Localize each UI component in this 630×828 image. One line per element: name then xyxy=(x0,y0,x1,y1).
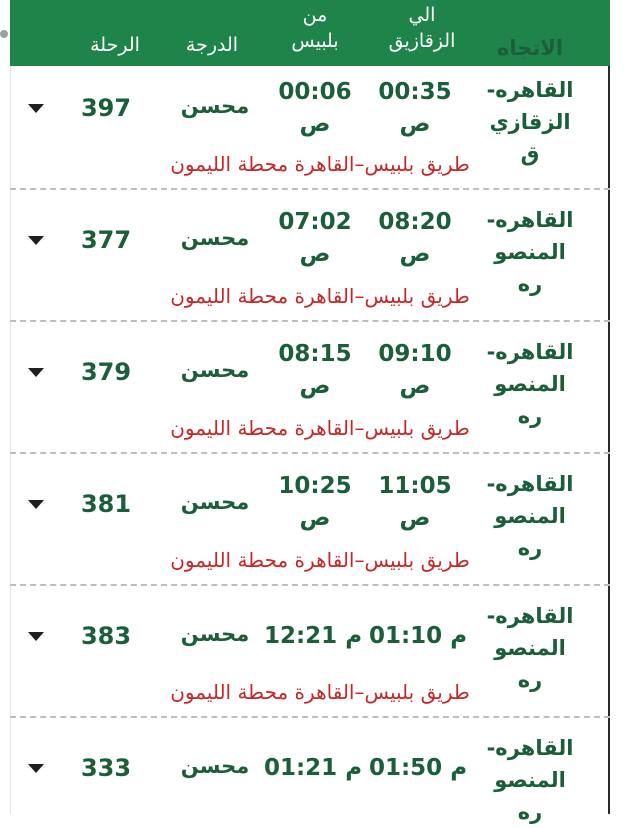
depart-time: 08:15 ص xyxy=(278,341,352,399)
header-destination: الاتجاه xyxy=(496,36,564,60)
arrive-time: 01:10 م xyxy=(368,623,468,649)
trip-route: طريق بلبيس–القاهرة محطة الليمون xyxy=(170,680,470,704)
trip-number: 333 xyxy=(80,754,132,782)
header-depart-from: من بلبيس xyxy=(291,4,339,52)
depart-time: 07:02 ص xyxy=(278,209,352,267)
trip-route: طريق بلبيس–القاهرة محطة الليمون xyxy=(170,548,470,572)
chevron-down-icon[interactable] xyxy=(28,764,44,773)
trip-destination: القاهره-المنصو ره xyxy=(486,208,574,296)
arrive-time: 08:20 ص xyxy=(378,209,452,267)
arrive-time: 01:50 م xyxy=(368,755,468,781)
trip-number: 397 xyxy=(80,94,132,122)
chevron-down-icon[interactable] xyxy=(28,632,44,641)
trip-destination: القاهره-المنصو ره xyxy=(486,604,574,692)
chevron-down-icon[interactable] xyxy=(28,368,44,377)
trip-route: طريق بلبيس–القاهرة محطة الليمون xyxy=(170,416,470,440)
trip-row[interactable] xyxy=(10,66,610,190)
edge-indicator xyxy=(0,30,8,38)
trip-class: محسن xyxy=(180,94,250,118)
trip-class: محسن xyxy=(180,490,250,514)
depart-time: 12:21 م xyxy=(263,623,363,649)
trip-destination: القاهره-الزقازي ق xyxy=(486,78,574,166)
trip-row[interactable] xyxy=(10,454,610,586)
trip-number: 379 xyxy=(80,358,132,386)
trip-destination: القاهره-المنصو ره xyxy=(486,736,574,824)
trip-class: محسن xyxy=(180,358,250,382)
header-trip: الرحلة xyxy=(90,34,140,56)
chevron-down-icon[interactable] xyxy=(28,500,44,509)
trip-row[interactable] xyxy=(10,190,610,322)
trip-class: محسن xyxy=(180,226,250,250)
trip-route: طريق بلبيس–القاهرة محطة الليمون xyxy=(170,284,470,308)
depart-time: 10:25 ص xyxy=(278,473,352,531)
depart-time: 00:06 ص xyxy=(278,79,352,137)
trip-row[interactable] xyxy=(10,322,610,454)
trip-destination: القاهره-المنصو ره xyxy=(486,340,574,428)
trip-number: 381 xyxy=(80,490,132,518)
trip-row[interactable] xyxy=(10,586,610,718)
trip-class: محسن xyxy=(180,622,250,646)
trip-number: 383 xyxy=(80,622,132,650)
trip-class: محسن xyxy=(180,754,250,778)
trip-row[interactable] xyxy=(10,718,610,824)
trip-destination: القاهره-المنصو ره xyxy=(486,472,574,560)
depart-time: 01:21 م xyxy=(263,755,363,781)
header-arrive-to: الي الزقازيق xyxy=(388,4,456,52)
chevron-down-icon[interactable] xyxy=(28,104,44,113)
arrive-time: 00:35 ص xyxy=(378,79,452,137)
arrive-time: 11:05 ص xyxy=(378,473,452,531)
trip-route: طريق بلبيس–القاهرة محطة الليمون xyxy=(170,152,470,176)
arrive-time: 09:10 ص xyxy=(378,341,452,399)
table-header xyxy=(10,0,610,66)
trip-number: 377 xyxy=(80,226,132,254)
header-class: الدرجة xyxy=(185,34,239,56)
chevron-down-icon[interactable] xyxy=(28,236,44,245)
